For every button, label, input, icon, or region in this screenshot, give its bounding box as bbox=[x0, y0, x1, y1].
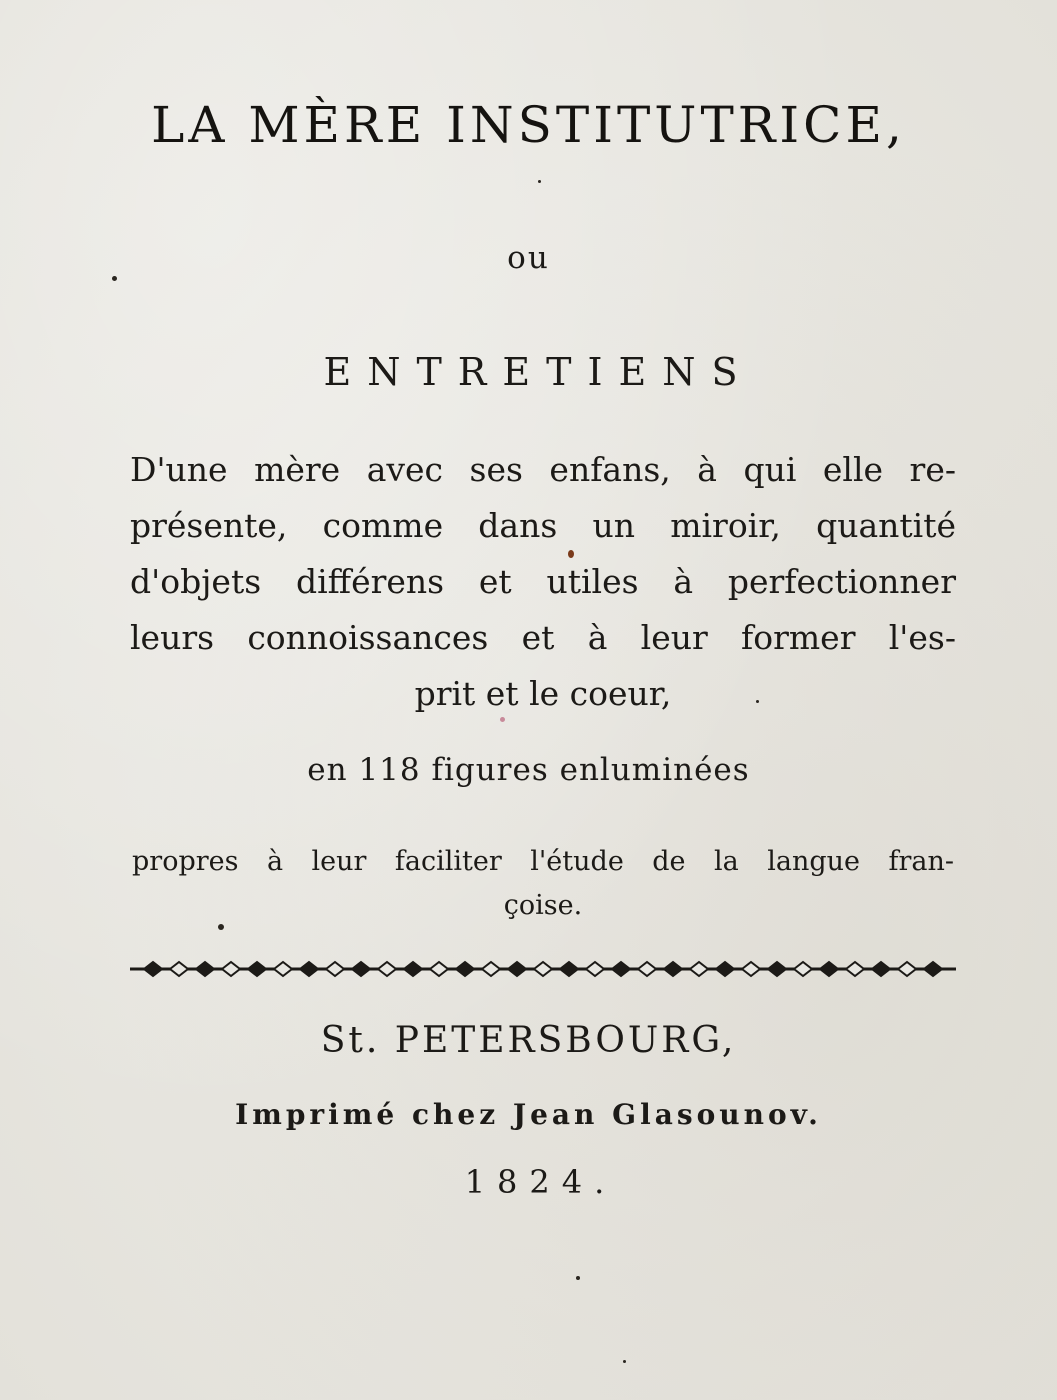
ornament-diamond-filled bbox=[456, 962, 474, 976]
conjunction-ou: ou bbox=[507, 240, 550, 276]
ornament-diamond-open bbox=[222, 962, 240, 976]
purpose-paragraph bbox=[132, 840, 954, 928]
paper-speck bbox=[568, 550, 574, 558]
ornament-diamond-open bbox=[742, 962, 760, 976]
description-line: présente, comme dans un miroir, quantité bbox=[130, 506, 956, 545]
description-line: d'objets différens et utiles à perfectionner bbox=[130, 562, 956, 601]
paper-speck bbox=[538, 180, 541, 183]
paper-speck bbox=[218, 924, 224, 930]
ornament-diamond-filled bbox=[404, 962, 422, 976]
ornament-diamond-open bbox=[586, 962, 604, 976]
paper-speck bbox=[623, 1360, 626, 1363]
ornament-diamond-open bbox=[170, 962, 188, 976]
imprint-year: 1824. bbox=[464, 1163, 617, 1201]
description-line: prit et le coeur, bbox=[414, 674, 672, 713]
description-line: leurs connoissances et à leur former l'es- bbox=[130, 618, 956, 657]
paper-speck bbox=[500, 717, 505, 722]
ornament-diamond-filled bbox=[716, 962, 734, 976]
ornament-diamond-filled bbox=[352, 962, 370, 976]
city-prefix: St. bbox=[320, 1020, 381, 1061]
ornament-diamond-open bbox=[690, 962, 708, 976]
ornament-diamond-open bbox=[534, 962, 552, 976]
ornament-diamond-open bbox=[482, 962, 500, 976]
paper-speck bbox=[756, 700, 759, 703]
ornament-diamond-open bbox=[638, 962, 656, 976]
ornament-diamond-filled bbox=[144, 962, 162, 976]
description-paragraph bbox=[130, 442, 956, 722]
ornament-diamond-open bbox=[846, 962, 864, 976]
ornament-diamond-filled bbox=[664, 962, 682, 976]
ornament-diamond-filled bbox=[508, 962, 526, 976]
ornament-diamond-filled bbox=[768, 962, 786, 976]
paper-speck bbox=[576, 1276, 580, 1280]
ornament-diamond-filled bbox=[820, 962, 838, 976]
imprint-printer: Imprimé chez Jean Glasounov. bbox=[235, 1098, 822, 1131]
ornament-diamond-open bbox=[794, 962, 812, 976]
city-name: PETERSBOURG, bbox=[394, 1020, 737, 1061]
subtitle-entretiens: ENTRETIENS bbox=[323, 350, 754, 394]
ornament-diamond-open bbox=[326, 962, 344, 976]
ornament-diamond-open bbox=[378, 962, 396, 976]
ornament-diamond-filled bbox=[612, 962, 630, 976]
ornament-diamond-open bbox=[430, 962, 448, 976]
imprint-city bbox=[0, 1020, 1057, 1061]
paper-speck bbox=[112, 276, 117, 281]
ornament-diamond-open bbox=[274, 962, 292, 976]
ornament-diamond-filled bbox=[560, 962, 578, 976]
ornament-diamond-filled bbox=[872, 962, 890, 976]
ornament-diamond-filled bbox=[300, 962, 318, 976]
purpose-line: propres à leur faciliter l'étude de la langue fran- bbox=[132, 846, 954, 877]
ornament-diamond-open bbox=[898, 962, 916, 976]
book-title: LA MÈRE INSTITUTRICE, bbox=[151, 96, 906, 154]
ornament-diamond-filled bbox=[924, 962, 942, 976]
figures-line: en 118 figures enluminées bbox=[307, 752, 750, 788]
ornament-diamond-filled bbox=[248, 962, 266, 976]
purpose-line: çoise. bbox=[503, 890, 583, 921]
description-line: D'une mère avec ses enfans, à qui elle re- bbox=[130, 450, 956, 489]
ornamental-rule bbox=[130, 958, 956, 980]
ornament-diamond-filled bbox=[196, 962, 214, 976]
